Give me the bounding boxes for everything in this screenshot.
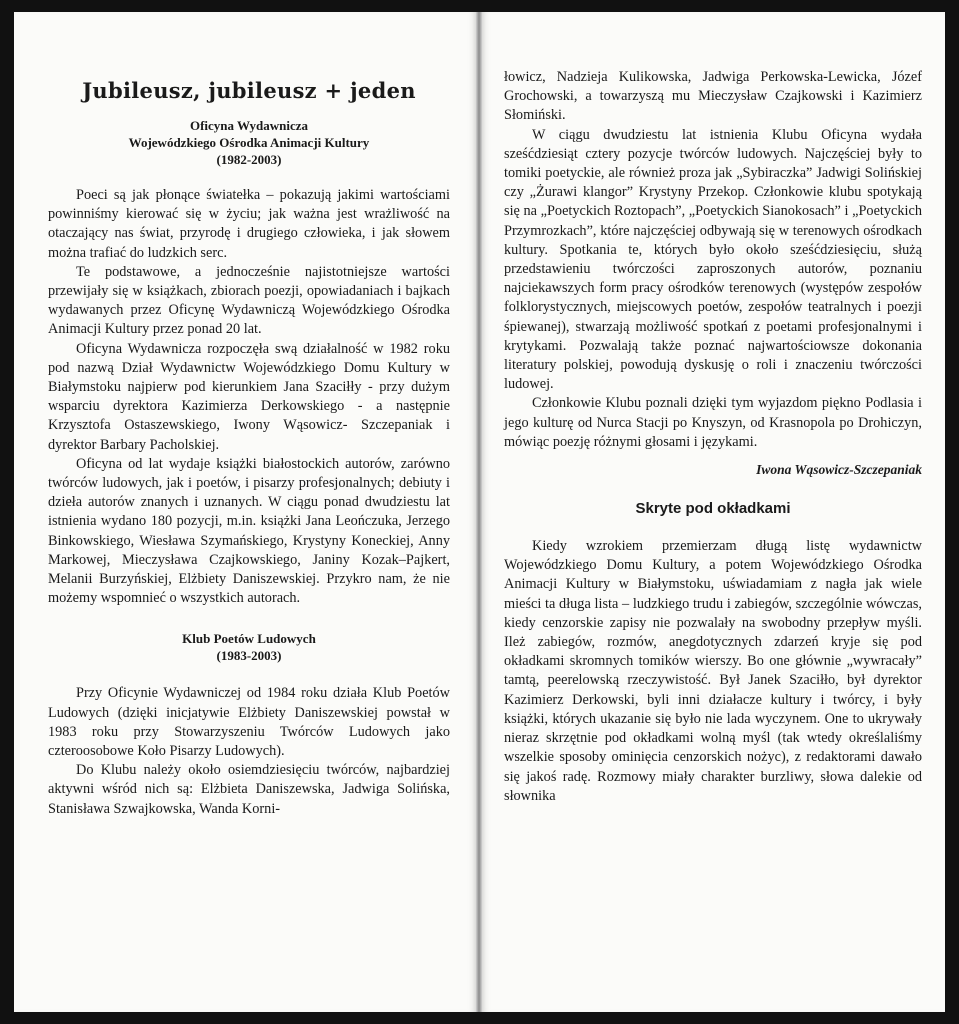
body-paragraph: Przy Oficynie Wydawniczej od 1984 roku działa Klub Poetów Ludowych (dzięki inicjatywie Elżbiety Daniszewskiej powstał w 1983 roku przy Stowarzyszeniu Twórców Ludowych jako czteroosobowe Koło Pisarzy Ludowych). — [48, 685, 450, 760]
publisher-heading-line-2: Wojewódzkiego Ośrodka Animacji Kultury — [128, 135, 370, 150]
club-years: (1983-2003) — [216, 648, 282, 664]
right-page — [482, 12, 945, 1012]
right-column — [504, 68, 922, 806]
body-paragraph: W ciągu dwudziestu lat istnienia Klubu Oficyna wydała sześćdziesiąt cztery pozycje twórców ludowych. Najczęściej były to tomiki poetyckie, ale również proza jak „Sybiraczka” Jadwigi Solińskiej czy „Żurawi klangor” Krystyny Przekop. Członkowie klubu spotykają się na „Poetyckich Roztopach”, „Poetyckich Sianokosach” i „Poetyckich Przymrozkach”, które najczęściej odbywają się w terenowych ośrodkach kultury. Spotkania te, których było około sześćdziesięciu, służą przedstawieniu twórczości zaproszonych autorów, poznaniu najciekawszych form pracy ośrodków terenowych (występów zespołów folklorystycznych, miejscowych poetów, zespołów teatralnych i poezji śpiewanej), stwarzają możliwość spotkań z poetami profesjonalnymi i krytykami. Pozwalają także poznać najwartościowsze dokonania literatury polskiej, powodują dyskusję o roli i znaczeniu twórczości ludowej. — [504, 126, 922, 393]
body-paragraph: Oficyna Wydawnicza rozpoczęła swą działalność w 1982 roku pod nazwą Dział Wydawnictw Wojewódzkiego Domu Kultury w Białymstoku najpierw pod kierunkiem Jana Szaciłły - przy dużym wsparciu dyrektora Kazimierza Derkowskiego - a następnie Krzysztofa Ostaszewskiego, Iwony Wąsowicz- Szczepaniak i dyrektor Barbary Pacholskiej. — [48, 340, 450, 453]
body-paragraph: łowicz, Nadzieja Kulikowska, Jadwiga Perkowska-Lewicka, Józef Grochowski, a towarzyszą mu Mieczysław Czajkowski i Kazimierz Słomiński. — [504, 69, 922, 124]
left-column — [48, 78, 450, 819]
publisher-years: (1982-2003) — [216, 152, 282, 167]
body-paragraph: Poeci są jak płonące światełka – pokazują jakimi wartościami powinniśmy kierować się w życiu; jak ważna jest wrażliwość na otaczający nas świat, przyrodę i drugiego człowieka, i jak słowem można trafiać do ludzkich serc. — [48, 187, 450, 261]
club-heading: Klub Poetów Ludowych — [182, 631, 316, 647]
body-paragraph: Oficyna od lat wydaje książki białostockich autorów, zarówno twórców ludowych, jak i poetów, i pisarzy profesjonalnych; debiuty i dzieła autorów znanych i uznanych. W ciągu ponad dwudziestu lat istnienia wydano 180 pozycji, m.in. książki Jana Leończuka, Jerzego Binkowskiego, Wiesława Szymańskiego, Krystyny Koneckiej, Anny Markowej, Mieczysława Czajkowskiego, Janiny Kozak–Pajkert, Melanii Burzyńskiej, Elżbiety Daniszewskiej. Przykro nam, że nie możemy wspomnieć o wszystkich autorach. — [48, 455, 450, 607]
publisher-heading: Oficyna Wydawnicza — [189, 118, 309, 133]
body-paragraph: Kiedy wzrokiem przemierzam długą listę wydawnictw Wojewódzkiego Domu Kultury, a potem Wojewódzkiego Ośrodka Animacji Kultury w Białymstoku, uświadamiam z nagła jak wiele mieści ta długa lista – ludzkiego trudu i zabiegów, szczególnie wówczas, kiedy cenzorskie zapisy nie pozwalały na swobodny przepływ myśli. Ileż zabiegów, rozmów, anegdotycznych zdarzeń kryje się pod okładkami skromnych tomików wierszy. Bo one głównie „wywracały” tamtą, peerelowską rzeczywistość. Był Janek Szaciłło, był dyrektor Kazimierz Derkowski, byli inni działacze kultury i twórcy, i były książki, których ukazanie się było nie lada wyczynem. One to ukrywały nieraz skrzętnie pod okładkami wolną myśl (tak wtedy określaliśmy wszelkie sposoby ominięcia cenzorskich nożyc), z redaktorami dawało się jakoś radę. Rozmowy miały charakter burzliwy, słowa dalekie od słownika — [504, 538, 922, 804]
left-page — [14, 12, 476, 1012]
article-title: Jubileusz, jubileusz + jeden — [82, 78, 416, 103]
body-paragraph: Te podstawowe, a jednocześnie najistotniejsze wartości przewijały się w książkach, zbiorach poezji, opowiadaniach i bajkach wydawanych przez Oficynę Wydawniczą Wojewódzkiego Ośrodka Animacji Kultury przez ponad 20 lat. — [48, 263, 450, 338]
club-heading-block — [48, 630, 450, 664]
body-paragraph: Członkowie Klubu poznali dzięki tym wyjazdom piękno Podlasia i jego kulturę od Nurca Stacji po Knyszyn, od Krasnopola po Drohiczyn, mówiąc poezję różnymi głosami i językami. — [504, 395, 922, 450]
section-title: Skryte pod okładkami — [635, 500, 791, 518]
author-signature: Iwona Wąsowicz-Szczepaniak — [756, 462, 922, 478]
body-paragraph: Do Klubu należy około osiemdziesięciu twórców, najbardziej aktywni wśród nich są: Elżbieta Daniszewska, Jadwiga Solińska, Stanisława Szwajkowska, Wanda Korni- — [48, 762, 450, 817]
